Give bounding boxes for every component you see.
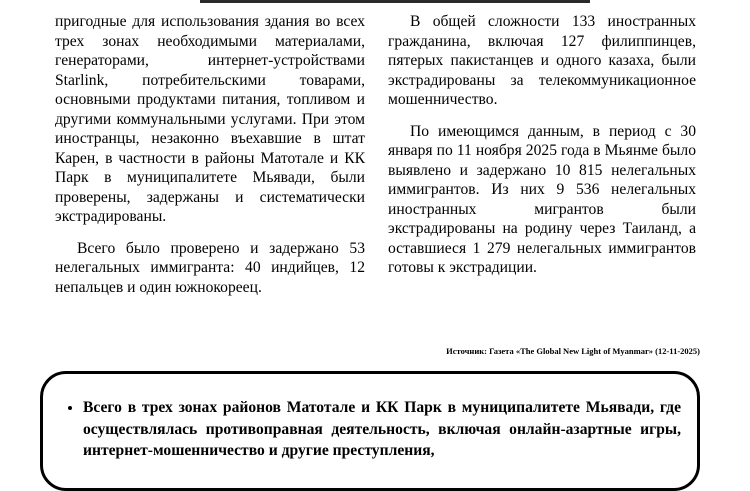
left-column xyxy=(55,12,365,309)
callout-list xyxy=(43,374,697,462)
right-paragraph-1: В общей сложности 133 иностранных гражданина, включая 127 филиппинцев, пятерых пакистанцев и одного казаха, были экстрадированы за телекоммуникационное мошенничество. xyxy=(388,13,696,108)
left-paragraph-2: Всего было проверено и задержано 53 нелегальных иммигранта: 40 индийцев, 12 непальцев и один южнокореец. xyxy=(55,239,365,296)
right-paragraph-2: По имеющимся данным, в период с 30 января по 11 ноября 2025 года в Мьянме было выявлено и задержано 10 815 нелегальных иммигрантов. Из них 9 536 нелегальных иностранных мигрантов были экстрадированы на родину через Таиланд, а оставшиеся 1 279 нелегальных иммигрантов готовы к экстрадиции. xyxy=(388,122,696,276)
callout-box xyxy=(40,371,700,491)
right-column xyxy=(388,12,696,290)
left-paragraph-1: пригодные для использования здания во всех трех зонах необходимыми материалами, генераторами, интернет-устройствами Starlink, потребительскими товарами, основными продуктами питания, топливом и другими коммунальными услугами. При этом иностранцы, незаконно въехавшие в штат Карен, в частности в районы Матотале и КК Парк в муниципалитете Мьявади, были проверены, задержаны и систематически экстрадированы. xyxy=(55,13,365,225)
top-image-edge xyxy=(200,0,590,3)
callout-bullet-item: • Всего в трех зонах районов Матотале и КК Парк в муниципалитете Мьявади, где осуществлялась противоправная деятельность, включая онлайн-азартные игры, интернет-мошенничество и другие преступления, xyxy=(83,397,681,462)
source-note: Источник: Газета «The Global New Light of Myanmar» (12-11-2025) xyxy=(446,346,700,356)
